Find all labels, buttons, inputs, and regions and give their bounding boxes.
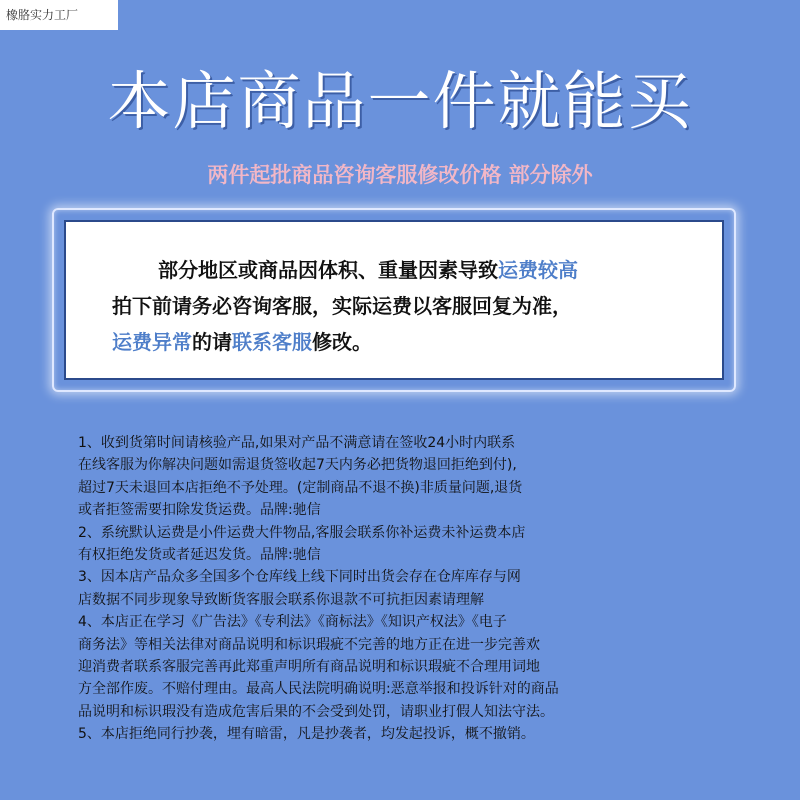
terms-line: 2、系统默认运费是小件运费大件物品,客服会联系你补运费未补运费本店 xyxy=(78,524,526,541)
terms-line: 迎消费者联系客服完善再此郑重声明所有商品说明和标识瑕疵不合理用词地 xyxy=(78,659,540,676)
terms-line: 有权拒绝发货或者延迟发货。品牌:驰信 xyxy=(78,547,321,564)
terms-line: 5、本店拒绝同行抄袭，埋有暗雷，凡是抄袭者，均发起投诉，概不撤销。 xyxy=(78,726,535,743)
terms-line: 3、因本店产品众多全国多个仓库线上线下同时出货会存在仓库库存与网 xyxy=(78,569,521,586)
terms-line: 4、本店正在学习《广告法》《专利法》《商标法》《知识产权法》《电子 xyxy=(78,614,507,631)
shipping-notice-frame xyxy=(52,208,736,392)
notice-line-1-text: 部分地区或商品因体积、重量因素导致 xyxy=(158,258,498,282)
shop-watermark: 橡胳实力工厂 xyxy=(0,0,118,30)
notice-line-3-text-a: 的请 xyxy=(192,330,232,354)
terms-line: 1、收到货第时间请核验产品,如果对产品不满意请在签收24小时内联系 xyxy=(78,435,516,451)
notice-line-3 xyxy=(112,324,578,360)
store-terms xyxy=(78,432,738,746)
notice-line-3-text-b: 修改。 xyxy=(312,330,372,354)
notice-highlight-contact-service: 联系客服 xyxy=(232,330,312,354)
terms-line: 在线客服为你解决问题如需退货签收起7天内务必把货物退回拒绝到付), xyxy=(78,457,517,474)
notice-line-1 xyxy=(112,252,578,288)
terms-line: 商务法》等相关法律对商品说明和标识瑕疵不完善的地方正在进一步完善欢 xyxy=(78,636,540,653)
notice-line-2: 拍下前请务必咨询客服，实际运费以客服回复为准， xyxy=(112,294,572,318)
notice-highlight-abnormal-shipping: 运费异常 xyxy=(112,330,192,354)
terms-line: 或者拒签需要扣除发货运费。品牌:驰信 xyxy=(78,502,321,519)
terms-line: 方全部作废。不赔付理由。最高人民法院明确说明:恶意举报和投诉针对的商品 xyxy=(78,681,559,698)
subtitle: 两件起批商品咨询客服修改价格 部分除外 xyxy=(207,163,593,187)
shipping-notice-box xyxy=(64,220,724,380)
terms-line: 品说明和标识瑕没有造成危害后果的不会受到处罚，请职业打假人知法守法。 xyxy=(78,703,554,720)
headline: 本店商品一件就能买 xyxy=(107,65,693,138)
shipping-notice-text xyxy=(112,252,578,360)
terms-line: 店数据不同步现象导致断货客服会联系你退款不可抗拒因素请理解 xyxy=(78,591,484,608)
terms-line: 超过7天未退回本店拒绝不予处理。(定制商品不退不换)非质量问题,退货 xyxy=(78,479,523,496)
notice-highlight-high-shipping: 运费较高 xyxy=(498,258,578,282)
